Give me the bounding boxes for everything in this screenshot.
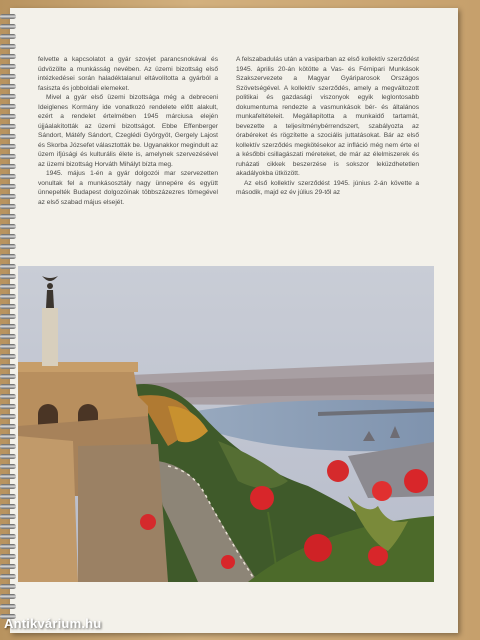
spiral-ring: [0, 214, 16, 219]
spiral-ring: [0, 384, 16, 389]
spiral-ring: [0, 124, 16, 129]
spiral-ring: [0, 284, 16, 289]
spiral-ring: [0, 184, 16, 189]
spiral-ring: [0, 134, 16, 139]
spiral-ring: [0, 84, 16, 89]
spiral-ring: [0, 524, 16, 529]
spiral-ring: [0, 34, 16, 39]
spiral-ring: [0, 514, 16, 519]
spiral-ring: [0, 464, 16, 469]
spiral-ring: [0, 374, 16, 379]
paragraph: Mivel a gyár első üzemi bizottsága még a debreceni Ideiglenes Kormány ide vonatkozó rendelete előtt alakult, ezért a rendelet értelmében 1945 márciusa elején újjáalakították az üzemi bizottságot. Ebbe Effenberger Sándort, Mátéfy Sándort, Czeglédi Györgyöt, Gergely Lajost és Skorba Józsefet választották be. Ugyanakkor megindult az üzem ifjúsági és kulturális élete is, amelynek szervezésével az üzemi bizottság Horváth Mihályt bízta meg.: [38, 94, 218, 168]
spiral-ring: [0, 504, 16, 509]
spiral-ring: [0, 174, 16, 179]
spiral-ring: [0, 604, 16, 609]
monument-pedestal: [42, 308, 58, 366]
spiral-ring: [0, 434, 16, 439]
spiral-ring: [0, 144, 16, 149]
spiral-ring: [0, 164, 16, 169]
spiral-ring: [0, 574, 16, 579]
foreground-wall: [18, 436, 78, 582]
spiral-ring: [0, 364, 16, 369]
spiral-ring: [0, 264, 16, 269]
spiral-ring: [0, 54, 16, 59]
spiral-ring: [0, 444, 16, 449]
spiral-ring: [0, 544, 16, 549]
spiral-ring: [0, 424, 16, 429]
spiral-ring: [0, 194, 16, 199]
spiral-ring: [0, 304, 16, 309]
spiral-ring: [0, 254, 16, 259]
spiral-ring: [0, 154, 16, 159]
spiral-ring: [0, 354, 16, 359]
spiral-ring: [0, 414, 16, 419]
spiral-ring: [0, 474, 16, 479]
spiral-ring: [0, 244, 16, 249]
spiral-ring: [0, 24, 16, 29]
spiral-ring: [0, 114, 16, 119]
spiral-ring: [0, 224, 16, 229]
spiral-ring: [0, 14, 16, 19]
spiral-ring: [0, 104, 16, 109]
spiral-ring: [0, 204, 16, 209]
spiral-ring: [0, 74, 16, 79]
spiral-ring: [0, 404, 16, 409]
text-column-left: [38, 55, 218, 207]
spiral-ring: [0, 64, 16, 69]
spiral-ring: [0, 594, 16, 599]
spiral-ring: [0, 94, 16, 99]
spiral-ring: [0, 344, 16, 349]
spiral-ring: [0, 394, 16, 399]
spiral-ring: [0, 564, 16, 569]
paragraph: 1945. május 1-én a gyár dolgozói mar szervezetten vonultak fel a munkásosztály nagy ünnepére és együtt ünnepelték Budapest dolgozóinak többszázezres tömegével az első szabad május elsejét.: [38, 170, 218, 206]
budapest-photo: [18, 266, 434, 582]
spiral-ring: [0, 324, 16, 329]
spiral-ring: [0, 314, 16, 319]
paragraph: A felszabadulás után a vasiparban az első kollektív szerződést 1945. április 20-án kötötte a Vas- és Fémipari Munkások Szakszervezete a Magyar Gyáriparosok Országos Szövetségével. A kollektív szerződés, amely a megváltozott politikai és gazdasági viszonyok egyik leglontosabb dokumentuma rendezte a vasmunkások bér- és általános munkafeltételeit. Megállapította a munkaidő tartamát, bevezette a teljesítménybérrendszert, szabályozta az órabéreket és rögzítette a szociális juttatásokat. Bár az első kollektív szerződés megkötésekor az infláció még nem érte el a későbbi csillagászati méreteket, de már az élelmiszerek és ruházati cikkek beszerzése is sokszor leküzdhetetlen akadályokba ütközött.: [236, 56, 419, 177]
spiral-ring: [0, 274, 16, 279]
spiral-binding: [0, 14, 18, 624]
spiral-ring: [0, 334, 16, 339]
text-column-right: [236, 55, 419, 198]
spiral-ring: [0, 534, 16, 539]
spiral-ring: [0, 44, 16, 49]
spiral-ring: [0, 234, 16, 239]
photo-illustration: [18, 266, 434, 582]
spiral-ring: [0, 584, 16, 589]
liberty-statue: [46, 290, 54, 308]
paragraph: Az első kollektív szerződést 1945. június 2-án követte a második, majd ez év július 29-től az: [236, 179, 419, 196]
spiral-ring: [0, 494, 16, 499]
spiral-ring: [0, 294, 16, 299]
spiral-ring: [0, 554, 16, 559]
spiral-ring: [0, 454, 16, 459]
watermark: Antikvárium.hu: [4, 616, 102, 631]
spiral-ring: [0, 484, 16, 489]
paragraph: felvette a kapcsolatot a gyár szovjet parancsnokával és üdvözölte a munkásság nevében. Az üzemi bizottság első intézkedései során haladéktalanul eltávolította a gyárból a fasiszta és jobboldali elemeket.: [38, 56, 218, 92]
